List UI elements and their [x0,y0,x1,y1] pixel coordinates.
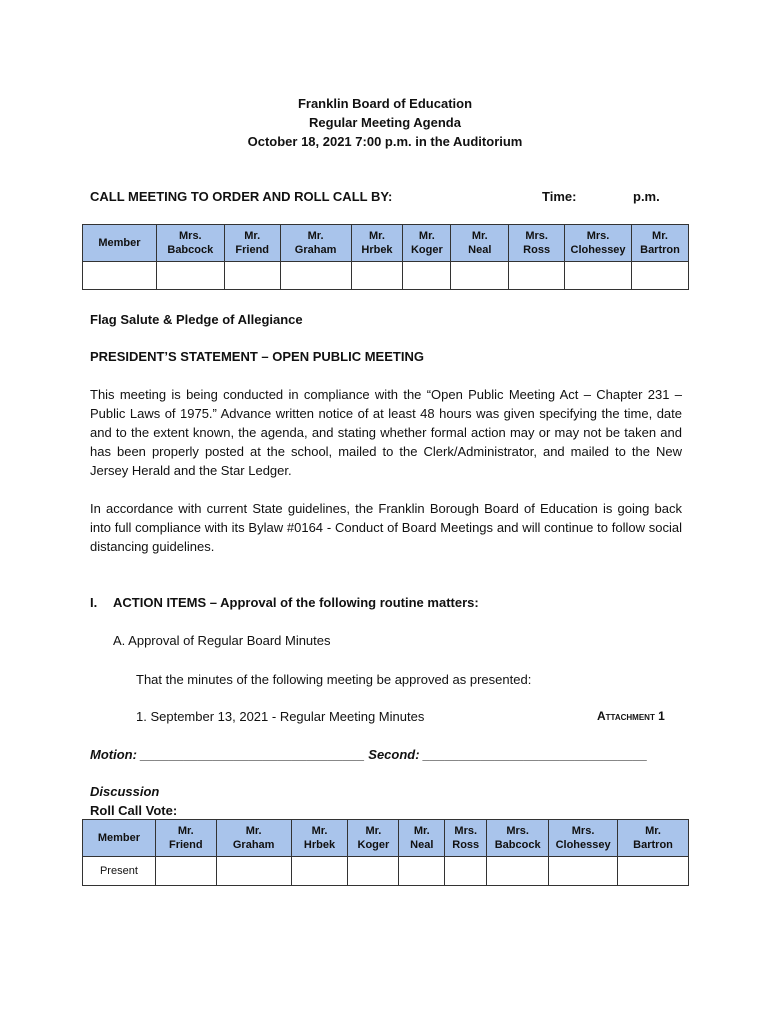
attachment-label: Attachment 1 [597,709,665,723]
open-meeting-paragraph: This meeting is being conducted in compliance with the “Open Public Meeting Act – Chapter 231 – Public Laws of 1975.” Advance written notice of at least 48 hours was given specifying the time, date and to the extent known, the agenda, and stating whether formal action may or may not be taken and has been properly posted at the school, mailed to the Clerk/Administrator, and mailed to the New Jersey Herald and the Star Ledger. [90,387,682,478]
table-cell [348,857,399,886]
member-header-cell: Mr. Graham [280,225,351,262]
member-header-cell: Mr. Koger [403,225,451,262]
table-cell [403,262,451,290]
member-header-cell: Mr. Friend [224,225,280,262]
president-statement-heading: PRESIDENT’S STATEMENT – OPEN PUBLIC MEETING [90,349,424,364]
meeting-date-location: October 18, 2021 7:00 p.m. in the Auditorium [247,134,523,149]
member-header-cell: Mr. Hrbek [351,225,403,262]
vote-header-row [83,820,689,857]
item-a-text: That the minutes of the following meeting be approved as presented: [136,672,532,687]
motion-second-line: Motion: _______________________________ Second: _______________________________ [90,747,648,762]
roll-call-vote-table [82,819,689,886]
table-cell [632,262,689,290]
member-header-cell: Mr. Koger [348,820,399,857]
table-cell [487,857,549,886]
member-header-cell: Mrs. Clohessey [549,820,618,857]
member-header-cell: Mr. Friend [155,820,216,857]
table-cell [156,262,224,290]
member-header-cell: Mr. Hrbek [291,820,348,857]
table-cell [509,262,565,290]
minutes-item: 1. September 13, 2021 - Regular Meeting Minutes [136,709,425,724]
member-header-cell: Mr. Neal [451,225,509,262]
present-label: Present [83,857,156,886]
member-header-cell: Mrs. Babcock [487,820,549,857]
call-to-order-row [90,189,690,204]
member-header-cell: Mr. Neal [399,820,445,857]
member-header-cell: Mrs. Ross [445,820,487,857]
action-items-heading [90,595,479,610]
table-cell [399,857,445,886]
table-cell [280,262,351,290]
discussion-heading: Discussion [90,784,160,799]
table-cell [445,857,487,886]
table-cell [155,857,216,886]
board-name: Franklin Board of Education [297,96,473,111]
roll-call-vote-heading: Roll Call Vote: [90,803,178,818]
present-row [83,857,689,886]
table-cell [351,262,403,290]
table-cell [291,857,348,886]
flag-salute-heading: Flag Salute & Pledge of Allegiance [90,312,303,327]
member-header-cell: Mrs. Clohessey [565,225,632,262]
table-cell [549,857,618,886]
call-to-order-label: CALL MEETING TO ORDER AND ROLL CALL BY: [90,189,393,204]
time-label: Time: [542,189,577,204]
item-a-heading: A. Approval of Regular Board Minutes [113,633,331,648]
table-cell [618,857,689,886]
pm-label: p.m. [633,189,660,204]
table-cell [83,262,157,290]
member-header-cell: Mrs. Ross [509,225,565,262]
document-header [0,94,770,151]
member-header-cell: Mr. Graham [216,820,291,857]
section-number: I. [90,595,98,610]
table-cell [224,262,280,290]
meeting-type: Regular Meeting Agenda [309,115,461,130]
table-cell [451,262,509,290]
member-header: Member [83,225,157,262]
member-header-cell: Mr. Bartron [632,225,689,262]
table-cell [216,857,291,886]
table-cell [565,262,632,290]
roll-call-header-row [83,225,689,262]
guidelines-paragraph: In accordance with current State guidelines, the Franklin Borough Board of Education is going back into full compliance with its Bylaw #0164 - Conduct of Board Meetings and will continue to follow social distancing guidelines. [90,501,682,554]
member-header-cell: Mr. Bartron [618,820,689,857]
roll-call-entry-row [83,262,689,290]
action-items-text: ACTION ITEMS – Approval of the following routine matters: [113,595,479,610]
member-header-cell: Mrs. Babcock [156,225,224,262]
roll-call-table [82,224,689,290]
member-header: Member [83,820,156,857]
